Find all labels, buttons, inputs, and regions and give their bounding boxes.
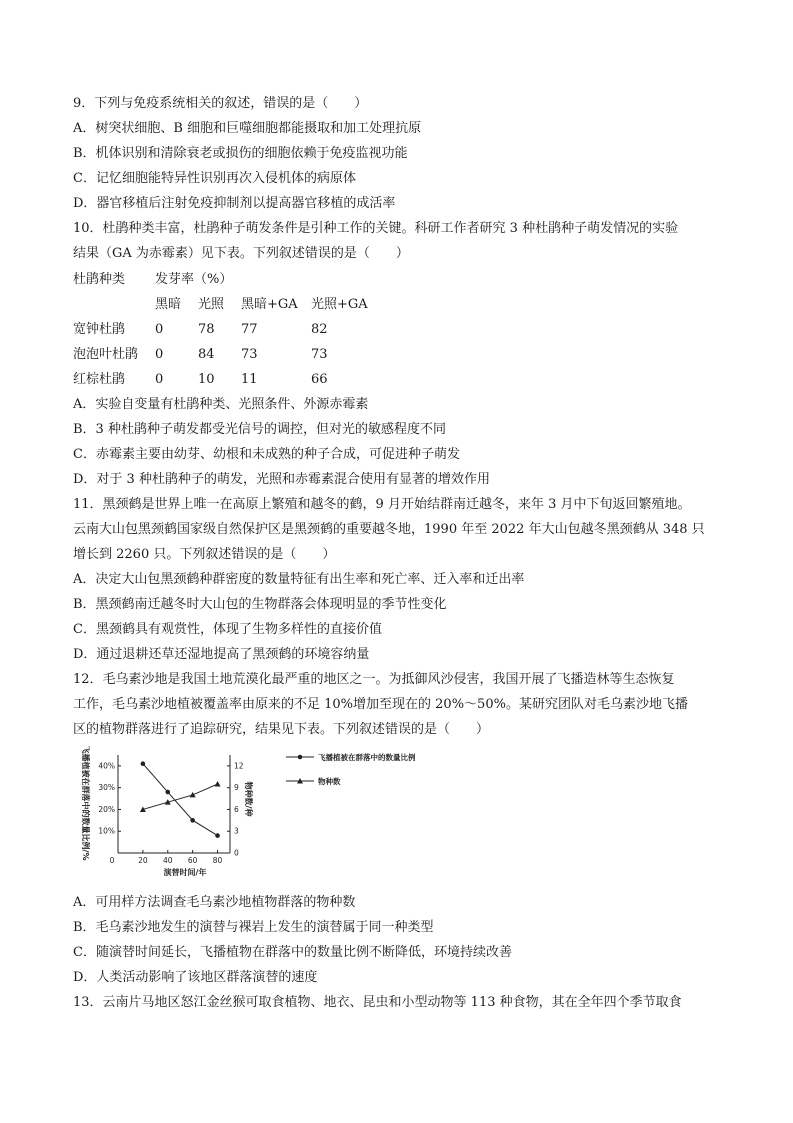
q12-option-d: D．人类活动影响了该地区群落演替的速度 bbox=[73, 970, 318, 985]
table-cell: 84 bbox=[198, 347, 215, 362]
y-right-tick-label: 0 bbox=[234, 848, 239, 858]
legend-label-ratio: 飞播植被在群落中的数量比例 bbox=[318, 753, 416, 762]
q12-stem-line-2: 工作，毛乌素沙地植被覆盖率由原来的不足 10%增加至现在的 20%～50%。某研究团队对毛乌素沙地飞播 bbox=[73, 697, 688, 712]
q9-stem: 9．下列与免疫系统相关的叙述，错误的是（ ） bbox=[73, 96, 368, 111]
q11-option-a: A．决定大山包黑颈鹤种群密度的数量特征有出生率和死亡率、迁入率和迁出率 bbox=[73, 572, 525, 587]
y-left-tick-label: 20% bbox=[98, 804, 115, 814]
table-row-name: 宽钟杜鹃 bbox=[73, 322, 126, 337]
chart-marks bbox=[140, 761, 221, 837]
data-point-ratio bbox=[215, 833, 220, 838]
q11-option-b: B．黑颈鹤南迁越冬时大山包的生物群落会体现明显的季节性变化 bbox=[73, 597, 447, 612]
table-cell: 82 bbox=[311, 322, 328, 337]
q12-option-c: C．随演替时间延长，飞播植物在群落中的数量比例不断降低，环境持续改善 bbox=[73, 945, 512, 960]
q10-stem-line-2: 结果（GA 为赤霉素）见下表。下列叙述错误的是（ ） bbox=[73, 246, 409, 261]
table-cell: 73 bbox=[311, 347, 328, 362]
table-cell: 0 bbox=[155, 347, 164, 362]
table-subheader: 光照 bbox=[198, 297, 225, 312]
table-row-name: 红棕杜鹃 bbox=[73, 372, 126, 387]
table-cell: 73 bbox=[241, 347, 258, 362]
q10-option-a: A．实验自变量有杜鹃种类、光照条件、外源赤霉素 bbox=[73, 397, 369, 412]
legend-marker-circle bbox=[298, 755, 303, 760]
data-point-ratio bbox=[165, 790, 170, 795]
y-right-tick-label: 9 bbox=[234, 783, 239, 793]
succession-chart bbox=[70, 745, 470, 880]
table-cell: 78 bbox=[198, 322, 215, 337]
series-line-ratio bbox=[143, 764, 218, 836]
y-right-tick-label: 6 bbox=[234, 804, 239, 814]
q12-option-a: A．可用样方法调查毛乌素沙地植物群落的物种数 bbox=[73, 895, 356, 910]
q11-stem-line-3: 增长到 2260 只。下列叙述错误的是（ ） bbox=[73, 547, 336, 562]
q9-option-a: A．树突状细胞、B 细胞和巨噬细胞都能摄取和加工处理抗原 bbox=[73, 121, 422, 136]
table-subheader: 黑暗 bbox=[155, 297, 182, 312]
table-header-species: 杜鹃种类 bbox=[73, 272, 126, 287]
table-cell: 10 bbox=[198, 372, 215, 387]
q10-option-c: C．赤霉素主要由幼芽、幼根和未成熟的种子合成，可促进种子萌发 bbox=[73, 447, 460, 462]
data-point-ratio bbox=[141, 761, 146, 766]
table-subheader: 光照+GA bbox=[311, 297, 368, 312]
q11-option-d: D．通过退耕还草还湿地提高了黑颈鹤的环境容纳量 bbox=[73, 647, 370, 662]
q11-stem-line-1: 11．黑颈鹤是世界上唯一在高原上繁殖和越冬的鹤，9 月开始结群南迁越冬，来年 3 月中下旬返回繁殖地。 bbox=[73, 497, 691, 512]
y-right-axis-label: 物种数/种 bbox=[244, 781, 253, 817]
q13-stem: 13．云南片马地区怒江金丝猴可取食植物、地衣、昆虫和小型动物等 113 种食物，其在全年四个季节取食 bbox=[73, 995, 682, 1010]
data-point-species bbox=[215, 781, 221, 787]
q11-option-c: C．黑颈鹤具有观赏性，体现了生物多样性的直接价值 bbox=[73, 622, 382, 637]
chart-legend bbox=[286, 752, 416, 786]
y-right-tick-label: 12 bbox=[234, 761, 244, 771]
table-cell: 77 bbox=[241, 322, 258, 337]
data-point-ratio bbox=[190, 818, 195, 823]
legend-label-species: 物种数 bbox=[318, 777, 341, 786]
y-left-axis-label: 飞播植被在群落中的数量比例/% bbox=[81, 745, 90, 861]
x-tick-label: 0 bbox=[109, 856, 115, 865]
q11-stem-line-2: 云南大山包黑颈鹤国家级自然保护区是黑颈鹤的重要越冬地，1990 年至 2022 年大山包越冬黑颈鹤从 348 只 bbox=[73, 522, 705, 537]
table-cell: 11 bbox=[241, 372, 258, 387]
q10-option-b: B．3 种杜鹃种子萌发都受光信号的调控，但对光的敏感程度不同 bbox=[73, 422, 446, 437]
y-left-tick-label: 30% bbox=[98, 783, 115, 793]
q12-option-b: B．毛乌素沙地发生的演替与裸岩上发生的演替属于同一种类型 bbox=[73, 920, 434, 935]
table-cell: 0 bbox=[155, 372, 164, 387]
x-tick-label: 20 bbox=[138, 856, 148, 865]
q10-option-d: D．对于 3 种杜鹃种子的萌发，光照和赤霉素混合使用有显著的增效作用 bbox=[73, 472, 490, 487]
x-tick-label: 60 bbox=[187, 856, 198, 865]
q9-option-c: C．记忆细胞能特异性识别再次入侵机体的病原体 bbox=[73, 171, 356, 186]
table-header-rate: 发芽率（%） bbox=[155, 272, 233, 287]
y-left-tick-label: 40% bbox=[98, 761, 115, 771]
x-axis-label: 演替时间/年 bbox=[163, 868, 207, 877]
x-tick-label: 80 bbox=[212, 856, 223, 865]
chart-axes bbox=[98, 755, 243, 865]
q12-stem-line-3: 区的植物群落进行了追踪研究，结果见下表。下列叙述错误的是（ ） bbox=[73, 722, 490, 737]
y-left-tick-label: 10% bbox=[98, 826, 115, 836]
table-row-name: 泡泡叶杜鹃 bbox=[73, 347, 139, 362]
q9-option-b: B．机体识别和清除衰老或损伤的细胞依赖于免疫监视功能 bbox=[73, 146, 408, 161]
data-point-species bbox=[190, 792, 196, 798]
x-tick-label: 40 bbox=[163, 856, 173, 865]
y-right-tick-label: 3 bbox=[234, 826, 239, 836]
q9-option-d: D．器官移植后注射免疫抑制剂以提高器官移植的成活率 bbox=[73, 196, 396, 211]
table-subheader: 黑暗+GA bbox=[241, 297, 298, 312]
q12-stem-line-1: 12．毛乌素沙地是我国土地荒漠化最严重的地区之一。为抵御风沙侵害，我国开展了飞播造林等生态恢复 bbox=[73, 672, 675, 687]
table-cell: 66 bbox=[311, 372, 328, 387]
table-cell: 0 bbox=[155, 322, 164, 337]
q10-stem-line-1: 10．杜鹃种类丰富，杜鹃种子萌发条件是引种工作的关键。科研工作者研究 3 种杜鹃种子萌发情况的实验 bbox=[73, 221, 679, 236]
